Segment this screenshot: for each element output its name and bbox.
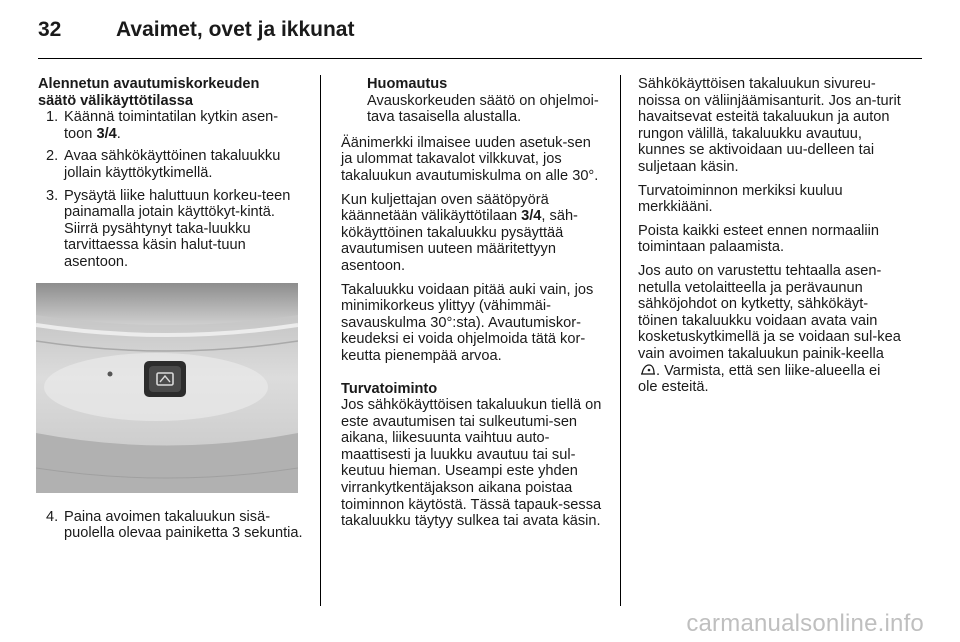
- paragraph-text-end: , säh-kökäyttöinen takaluukku pysäyttää avautumisen uuteen määritettyyn asentoon.: [341, 208, 578, 274]
- step-number: 3.: [46, 187, 59, 204]
- paragraph: Äänimerkki ilmaisee uuden asetuk-sen ja ulommat takavalot vilkkuvat, jos takaluukun avautumiskulma on alle 30°.: [341, 134, 599, 184]
- step-text: Pysäytä liike haluttuun korkeu-teen painamalla jotain käyttökyt-kintä. Siirrä pysähtynyt taka-luukku tarvittaessa käsin halut-tuun asentoon.: [64, 187, 291, 270]
- paragraph-text-end: . Varmista, että sen liike-alueella ei ole esteitä.: [638, 362, 881, 396]
- paragraph: Jos sähkökäyttöisen takaluukun tiellä on este avautumisen tai sulkeutumi-sen aikana, liikesuunta vaihtuu auto-maattisesti ja luukku avautuu tai sul-keutuu hieman. Useampi este yhden virrankytkentäjakson aikana poistaa toiminnon käytöstä. Tässä tapauk-sessa takaluukku täytyy sulkea tai avata käsin.: [341, 397, 602, 530]
- paragraph: [638, 263, 902, 396]
- page-number: 32: [38, 18, 62, 41]
- step-1: [38, 109, 304, 142]
- paragraph: Poista kaikki esteet ennen normaaliin toimintaan palaamista.: [638, 222, 879, 256]
- step-2: [38, 148, 304, 181]
- tailgate-button-photo: [36, 283, 298, 493]
- column-1: [38, 76, 304, 548]
- note-text: Avauskorkeuden säätö on ohjelmoi-tava tasaisella alustalla.: [367, 92, 599, 126]
- subsection-heading: Turvatoiminto: [341, 380, 438, 397]
- step-number: 4.: [46, 508, 59, 525]
- column-divider-1: [320, 75, 321, 606]
- step-3: [38, 188, 304, 271]
- steps-list: [38, 109, 304, 270]
- section-heading: [38, 76, 304, 109]
- step-number: 1.: [46, 109, 59, 126]
- tailgate-key-icon: [640, 363, 656, 377]
- note-box: [341, 76, 605, 126]
- note-title: Huomautus: [367, 76, 448, 92]
- column-divider-2: [620, 75, 621, 606]
- page-header: [38, 10, 354, 50]
- watermark: carmanualsonline.info: [686, 610, 924, 637]
- paragraph-text-bold: 3/4: [521, 208, 542, 225]
- paragraph: [341, 192, 605, 275]
- paragraph-text: Jos auto on varustettu tehtaalla asen-netulla vetolaitteella ja perävaunun sähköjohdot on kytketty, sähkökäyt-töinen takaluukku voidaan avata vain kosketuskytkimellä ja se voidaan sul-kea vain avoimen takaluukun painik-keella: [638, 262, 901, 362]
- paragraph: Takaluukku voidaan pitää auki vain, jos minimikorkeus ylittyy (vähimmäi-savauskulma 30°:sta). Avautumiskor-keudeksi ei voida ohjelmoida tätä kor-keutta pienempää arvoa.: [341, 281, 594, 364]
- paragraph: Sähkökäyttöisen takaluukun sivureu-noissa on väliinjäämisanturit. Jos an-turit havaitsevat esteitä takaluukun ja auton rungon välillä, takaluukku avautuu, kunnes se aktivoidaan uu-delleen tai suljetaan käsin.: [638, 76, 901, 175]
- step-text-bold: 3/4: [96, 125, 117, 142]
- page-title: Avaimet, ovet ja ikkunat: [116, 18, 355, 41]
- steps-list-continued: [38, 509, 304, 542]
- step-number: 2.: [46, 148, 59, 165]
- step-text-end: .: [116, 125, 121, 142]
- section-heading-line-2: säätö välikäyttötilassa: [38, 92, 193, 109]
- column-2: [341, 76, 605, 537]
- step-text: Paina avoimen takaluukun sisä-puolella olevaa painiketta 3 sekuntia.: [64, 508, 303, 542]
- step-text: Avaa sähkökäyttöinen takaluukku jollain käyttökytkimellä.: [64, 148, 281, 181]
- step-text: Käännä toimintatilan kytkin asen-toon: [64, 109, 279, 142]
- column-3: [638, 76, 902, 403]
- step-4: [38, 509, 304, 542]
- header-divider: [38, 58, 922, 59]
- paragraph: Turvatoiminnon merkiksi kuuluu merkkiääni.: [638, 182, 843, 216]
- section-heading-line-1: Alennetun avautumiskorkeuden: [38, 76, 260, 92]
- paragraph-text: Kun kuljettajan oven säätöpyörä käännetään välikäyttötilaan: [341, 191, 549, 225]
